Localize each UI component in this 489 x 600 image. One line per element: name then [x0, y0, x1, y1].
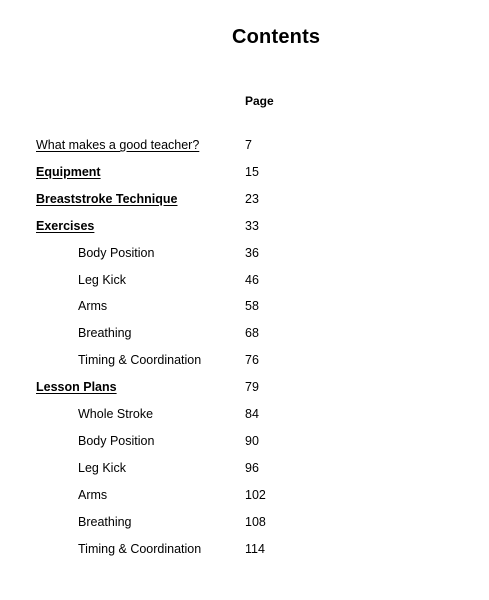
toc-entry[interactable] — [0, 432, 489, 450]
toc-entry-label: What makes a good teacher? — [36, 138, 200, 152]
toc-entry-label: Arms — [78, 299, 108, 314]
toc-entry[interactable] — [0, 378, 489, 396]
toc-entry-page-number: 108 — [245, 514, 266, 529]
toc-entry-page-number: 7 — [245, 138, 252, 152]
toc-entry-page-number: 23 — [245, 191, 259, 206]
toc-entry[interactable] — [0, 271, 489, 289]
page-title: Contents — [232, 26, 321, 48]
toc-entry[interactable] — [0, 217, 489, 235]
toc-entry-label: Leg Kick — [78, 460, 126, 475]
toc-entry-label: Breathing — [78, 514, 132, 529]
toc-entry-label: Body Position — [78, 245, 155, 260]
toc-entry-label: Timing & Coordination — [78, 353, 202, 368]
toc-entry-page-number: 79 — [245, 380, 259, 395]
toc-entry[interactable] — [0, 486, 489, 504]
toc-entry-label: Body Position — [78, 433, 155, 448]
toc-entry[interactable] — [0, 540, 489, 558]
toc-entry-label: Leg Kick — [78, 272, 126, 287]
toc-entry[interactable] — [0, 190, 489, 208]
toc-entry[interactable] — [0, 351, 489, 369]
toc-entry-page-number: 76 — [245, 353, 259, 368]
toc-entry-page-number: 102 — [245, 487, 266, 502]
page-column-header: Page — [245, 94, 274, 108]
toc-entry[interactable] — [0, 405, 489, 423]
toc-entry-page-number: 114 — [245, 541, 265, 556]
toc-entry-page-number: 90 — [245, 433, 259, 448]
toc-entry-page-number: 33 — [245, 218, 259, 233]
toc-entry-page-number: 84 — [245, 407, 259, 421]
toc-entry[interactable] — [0, 244, 489, 262]
toc-entry-page-number: 68 — [245, 326, 259, 341]
toc-entry[interactable] — [0, 297, 489, 315]
toc-entry-label: Whole Stroke — [78, 407, 154, 421]
toc-entry-page-number: 58 — [245, 299, 259, 314]
toc-entry-page-number: 15 — [245, 164, 259, 179]
toc-entry-label: Breaststroke Technique — [36, 191, 178, 206]
toc-entry-label: Lesson Plans — [36, 380, 117, 395]
toc-entry-label: Breathing — [78, 326, 132, 341]
toc-entry[interactable] — [0, 163, 489, 181]
toc-entry-label: Arms — [78, 487, 108, 502]
toc-entry[interactable] — [0, 513, 489, 531]
toc-entry-page-number: 36 — [245, 245, 259, 260]
toc-entry-label: Exercises — [36, 218, 95, 233]
toc-entry-page-number: 96 — [245, 460, 259, 475]
toc-entry-page-number: 46 — [245, 272, 259, 287]
toc-entry-label: Equipment — [36, 164, 101, 179]
toc-entry-label: Timing & Coordination — [78, 541, 202, 556]
toc-entry[interactable] — [0, 324, 489, 342]
toc-entry[interactable] — [0, 459, 489, 477]
toc-entry[interactable] — [0, 136, 489, 154]
